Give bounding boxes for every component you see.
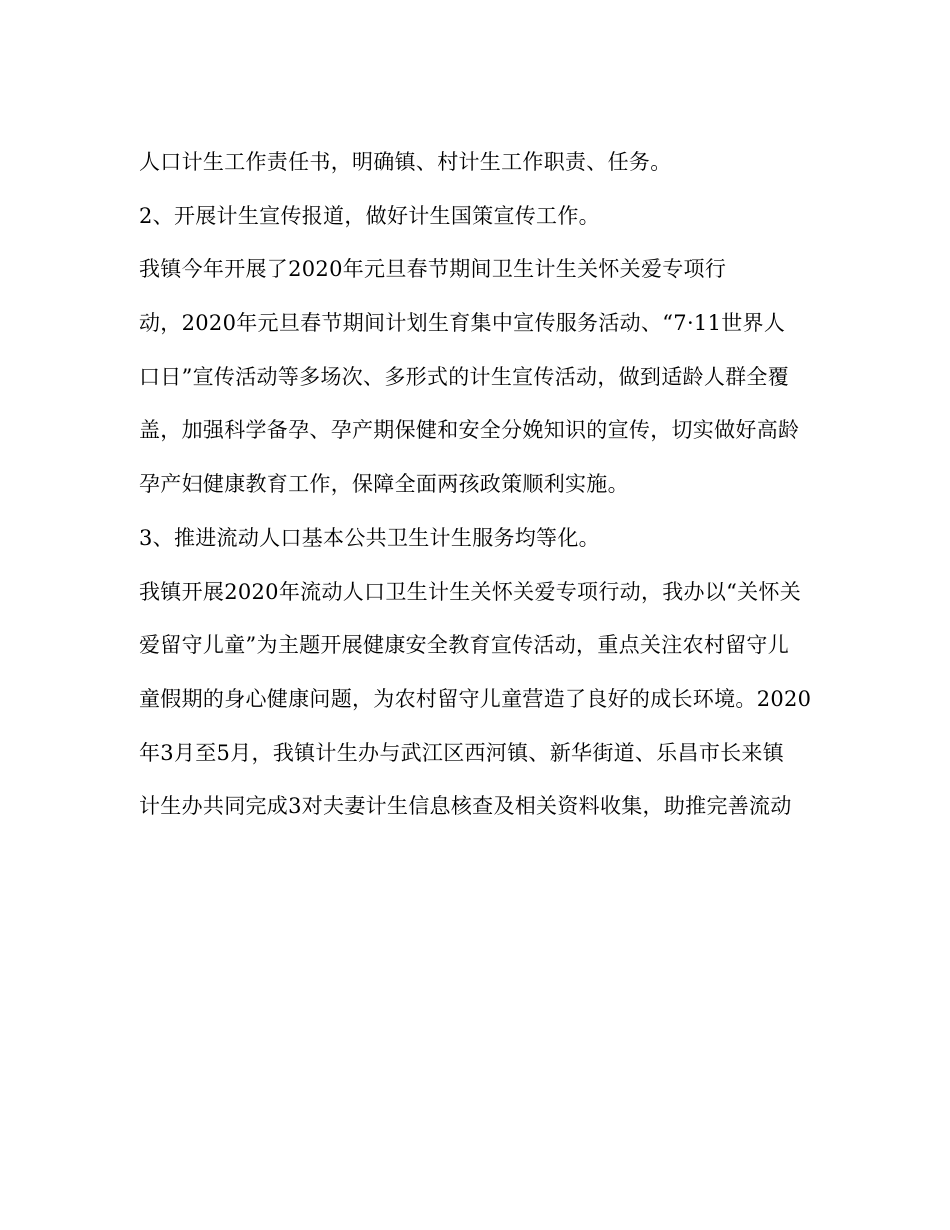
text-line: 人口计生工作责任书，明确镇、村计生工作职责、任务。 (139, 150, 672, 174)
document-body (139, 136, 819, 834)
text-line: 童假期的身心健康问题，为农村留守儿童营造了良好的成长环境。2020 (139, 686, 812, 711)
text-line: 动，2020年元旦春节期间计划生育集中宣传服务活动、“7·11世界人 (139, 311, 786, 336)
text-line: 爱留守儿童”为主题开展健康安全教育宣传活动，重点关注农村留守儿 (139, 633, 790, 658)
text-line: 我镇今年开展了2020年元旦春节期间卫生计生关怀关爱专项行 (139, 257, 727, 282)
text-line: 盖，加强科学备孕、孕产期保健和安全分娩知识的宣传，切实做好高龄 (139, 418, 800, 443)
section-heading-3: 3、推进流动人口基本公共卫生计生服务均等化。 (139, 525, 600, 550)
text-line: 年3月至5月，我镇计生办与武江区西河镇、新华街道、乐昌市长来镇 (139, 740, 785, 765)
text-line: 计生办共同完成3对夫妻计生信息核查及相关资料收集，助推完善流动 (139, 794, 792, 819)
text-line: 口日”宣传活动等多场次、多形式的计生宣传活动，做到适龄人群全覆 (139, 364, 790, 389)
text-line: 我镇开展2020年流动人口卫生计生关怀关爱专项行动，我办以“关怀关 (139, 579, 802, 604)
text-line: 孕产妇健康教育工作，保障全面两孩政策顺利实施。 (139, 472, 629, 497)
section-heading-2: 2、开展计生宣传报道，做好计生国策宣传工作。 (139, 203, 600, 228)
